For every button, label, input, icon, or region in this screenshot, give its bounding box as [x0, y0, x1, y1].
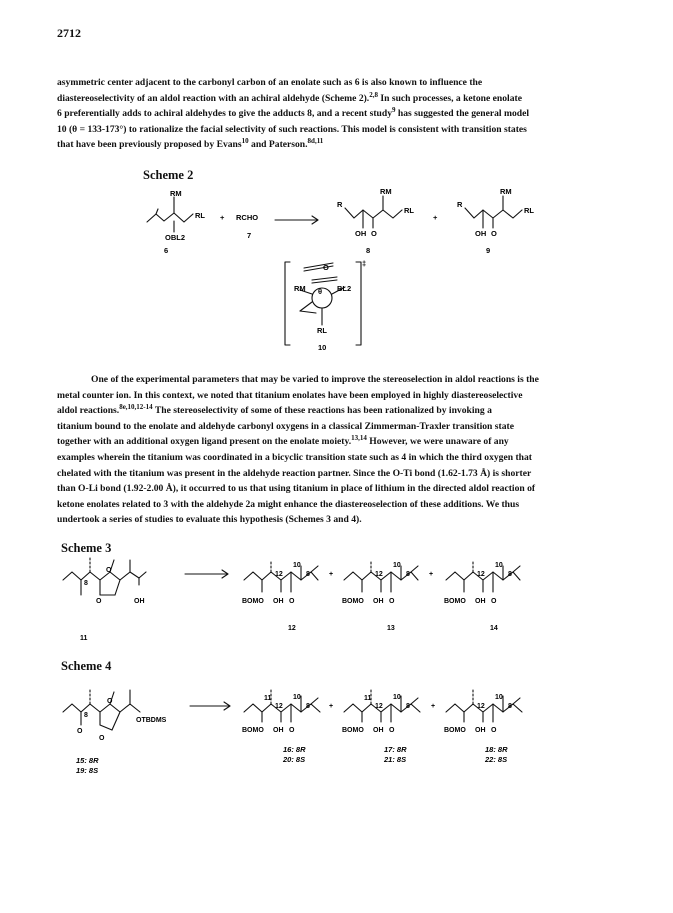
scheme-4-o-label-15c: O: [99, 735, 105, 742]
scheme-4-title: Scheme 4: [61, 659, 112, 673]
scheme-2-theta-label: θ: [318, 287, 323, 296]
scheme-2-rl-label-9: RL: [524, 206, 534, 215]
compound-label-18: 18: 8R: [485, 745, 508, 754]
scheme-2-o-label-9: O: [491, 229, 497, 238]
compound-label-19: 19: 8S: [76, 766, 99, 775]
scheme-2-rcho-label: RCHO: [236, 213, 259, 222]
scheme-2-rl-label-10: RL: [317, 326, 327, 335]
paragraph-2-line-3: aldol reactions.$^{8e,10,12-14}$ The stereoselectivity of some of these reactions has been rationalized by invoking a: [57, 403, 492, 417]
scheme-2-rm-label-9: RM: [500, 187, 512, 196]
scheme-4-oh-label-a: OH: [273, 727, 284, 734]
scheme-4-o-label-15b: O: [77, 728, 83, 735]
scheme-3-figure: [0, 555, 673, 655]
compound-label-9: 9: [486, 246, 491, 255]
scheme-3-pos-8-in-12: 8: [306, 571, 310, 578]
scheme-2-plus-2: +: [433, 213, 438, 222]
scheme-4-pos-12-c: 12: [477, 703, 485, 710]
scheme-4-stereo-label-15: 8: [84, 712, 88, 719]
scheme-2-oh-label-8: OH: [355, 229, 367, 238]
scheme-3-pos-10-in-14: 10: [495, 562, 503, 569]
paragraph-2-line-7: chelated with the titanium was present in the aldehyde reaction partner. Since the O-Ti bond (1.62-1.73 Å) is shorter: [57, 467, 532, 479]
compound-label-8: 8: [366, 246, 371, 255]
scheme-3-bomo-label-12: BOMO: [242, 598, 264, 605]
scheme-3-title: Scheme 3: [61, 541, 112, 555]
paragraph-2-line-6: examples wherein the titanium was coordinated in a bicyclic transition state such as 4 in which the third oxygen that: [57, 451, 532, 463]
scheme-4-oh-label-c: OH: [475, 727, 486, 734]
scheme-2-rl-label-6: RL: [195, 211, 205, 220]
scheme-3-pos-10-in-13: 10: [393, 562, 401, 569]
scheme-2-figure: [0, 185, 673, 360]
compound-label-14: 14: [490, 625, 498, 632]
paragraph-1-line-4: 10 (θ = 133-173°) to rationalize the facial selectivity of such reactions. This model is consistent with transition states: [57, 123, 527, 135]
scheme-4-bomo-label-a: BOMO: [242, 727, 264, 734]
paragraph-2-line-9: ketone enolates related to 3 with the aldehyde 2a might enhance the diastereoselection of these additions. We thus: [57, 498, 520, 510]
paragraph-2-line-4: titanium bound to the enolate and aldehyde carbonyl oxygens in a classical Zimmerman-Traxler transition state: [57, 420, 514, 432]
scheme-4-pos-12-b: 12: [375, 703, 383, 710]
scheme-4-pos-8-b: 8: [406, 703, 410, 710]
scheme-3-oh-label-12: OH: [273, 598, 284, 605]
compound-label-20: 20: 8S: [283, 755, 306, 764]
scheme-3-plus-2: +: [429, 571, 434, 578]
paragraph-2-line-2: metal counter ion. In this context, we noted that titanium enolates have been employed in highly diastereoselective: [57, 389, 523, 401]
paragraph-2-line-5: together with an additional oxygen ligand present on the enolate moiety.$^{13,14}$ However, we were unaware of any: [57, 434, 509, 448]
scheme-3-pos-12-in-13: 12: [375, 571, 383, 578]
scheme-4-pos-11-a: 11: [264, 695, 272, 702]
paragraph-1-line-1: asymmetric center adjacent to the carbonyl carbon of an enolate such as 6 is also known to influence the: [57, 77, 483, 88]
scheme-4-pos-12-a: 12: [275, 703, 283, 710]
scheme-4-pos-10-b: 10: [393, 694, 401, 701]
scheme-3-bomo-label-14: BOMO: [444, 598, 466, 605]
scheme-2-dagger: ‡: [362, 259, 367, 268]
scheme-3-stereo-label-11: 8: [84, 580, 88, 587]
scheme-3-oh-label-13: OH: [373, 598, 384, 605]
scheme-4-o-label-a: O: [289, 727, 295, 734]
paragraph-2-line-8: than O-Li bond (1.92-2.00 Å), it occurred to us that using titanium in place of lithium in the directed aldol reaction of: [57, 483, 536, 495]
paragraph-1: [57, 75, 623, 153]
compound-label-7: 7: [247, 231, 252, 240]
compound-label-11: 11: [80, 635, 88, 642]
scheme-3-bomo-label-13: BOMO: [342, 598, 364, 605]
scheme-3-o-label-12: O: [289, 598, 295, 605]
scheme-2-obl2-label: OBL2: [165, 233, 186, 242]
paragraph-1-line-2: diastereoselectivity of an aldol reaction with an achiral aldehyde (Scheme 2).$^{2,8}$ In such processes, a ketone enolate: [57, 90, 522, 104]
scheme-4-pos-10-a: 10: [293, 694, 301, 701]
scheme-4-plus-2: +: [431, 703, 436, 710]
scheme-3-pos-10-in-12: 10: [293, 562, 301, 569]
paragraph-2-line-10: undertook a series of studies to evaluate this hypothesis (Schemes 3 and 4).: [57, 514, 362, 526]
scheme-4-otbdms-label: OTBDMS: [136, 717, 167, 724]
scheme-4-figure: [0, 675, 673, 785]
scheme-3-o-label-11a: O: [106, 567, 112, 574]
scheme-2-title: Scheme 2: [143, 168, 194, 182]
paragraph-2-line-1: One of the experimental parameters that may be varied to improve the stereoselection in aldol reactions is the: [91, 374, 539, 385]
scheme-2-o-label-8: O: [371, 229, 377, 238]
scheme-4-o-label-c: O: [491, 727, 497, 734]
scheme-2-oh-label-9: OH: [475, 229, 487, 238]
scheme-4-pos-8-a: 8: [306, 703, 310, 710]
scheme-4-oh-label-b: OH: [373, 727, 384, 734]
scheme-3-pos-8-in-13: 8: [406, 571, 410, 578]
paragraph-1-line-5: that have been previously proposed by Evans$^{10}$ and Paterson.$^{8d,11}$: [57, 137, 324, 151]
compound-label-16: 16: 8R: [283, 745, 306, 754]
scheme-3-plus-1: +: [329, 571, 334, 578]
page-number: 2712: [57, 26, 81, 40]
scheme-4-pos-11-b: 11: [364, 695, 372, 702]
compound-label-13: 13: [387, 625, 395, 632]
paragraph-2: [57, 372, 623, 528]
compound-label-6: 6: [164, 246, 169, 255]
scheme-4-o-label-15a: O: [107, 698, 113, 705]
scheme-2-rm-label-8: RM: [380, 187, 392, 196]
scheme-4-bomo-label-c: BOMO: [444, 727, 466, 734]
scheme-3-pos-12-in-12: 12: [275, 571, 283, 578]
compound-label-17: 17: 8R: [384, 745, 407, 754]
scheme-3-o-label-13: O: [389, 598, 395, 605]
scheme-3-pos-8-in-14: 8: [508, 571, 512, 578]
compound-label-12: 12: [288, 625, 296, 632]
scheme-2-r-label-9: R: [457, 200, 463, 209]
scheme-3-oh-label-11: OH: [134, 598, 145, 605]
compound-label-10: 10: [318, 343, 327, 352]
scheme-3-o-label-14: O: [491, 598, 497, 605]
scheme-2-rm-label-10: RM: [294, 284, 306, 293]
scheme-4-bomo-label-b: BOMO: [342, 727, 364, 734]
scheme-3-o-label-11b: O: [96, 598, 102, 605]
scheme-4-o-label-b: O: [389, 727, 395, 734]
paragraph-1-line-3: 6 preferentially adds to achiral aldehydes to give the adducts 8, and a recent study$^9$ has suggested the general model: [57, 106, 530, 120]
scheme-4-plus-1: +: [329, 703, 334, 710]
scheme-2-bl2-label: BL2: [337, 284, 352, 293]
scheme-2-rm-label-6: RM: [170, 189, 182, 198]
compound-label-22: 22: 8S: [485, 755, 508, 764]
compound-label-21: 21: 8S: [384, 755, 407, 764]
scheme-4-pos-10-c: 10: [495, 694, 503, 701]
scheme-2-r-label-8: R: [337, 200, 343, 209]
scheme-3-pos-12-in-14: 12: [477, 571, 485, 578]
scheme-2-plus-1: +: [220, 213, 225, 222]
scheme-2-rl-label-8: RL: [404, 206, 414, 215]
compound-label-15: 15: 8R: [76, 756, 99, 765]
scheme-2-o-label-10: O: [323, 263, 329, 272]
scheme-3-oh-label-14: OH: [475, 598, 486, 605]
scheme-4-pos-8-c: 8: [508, 703, 512, 710]
